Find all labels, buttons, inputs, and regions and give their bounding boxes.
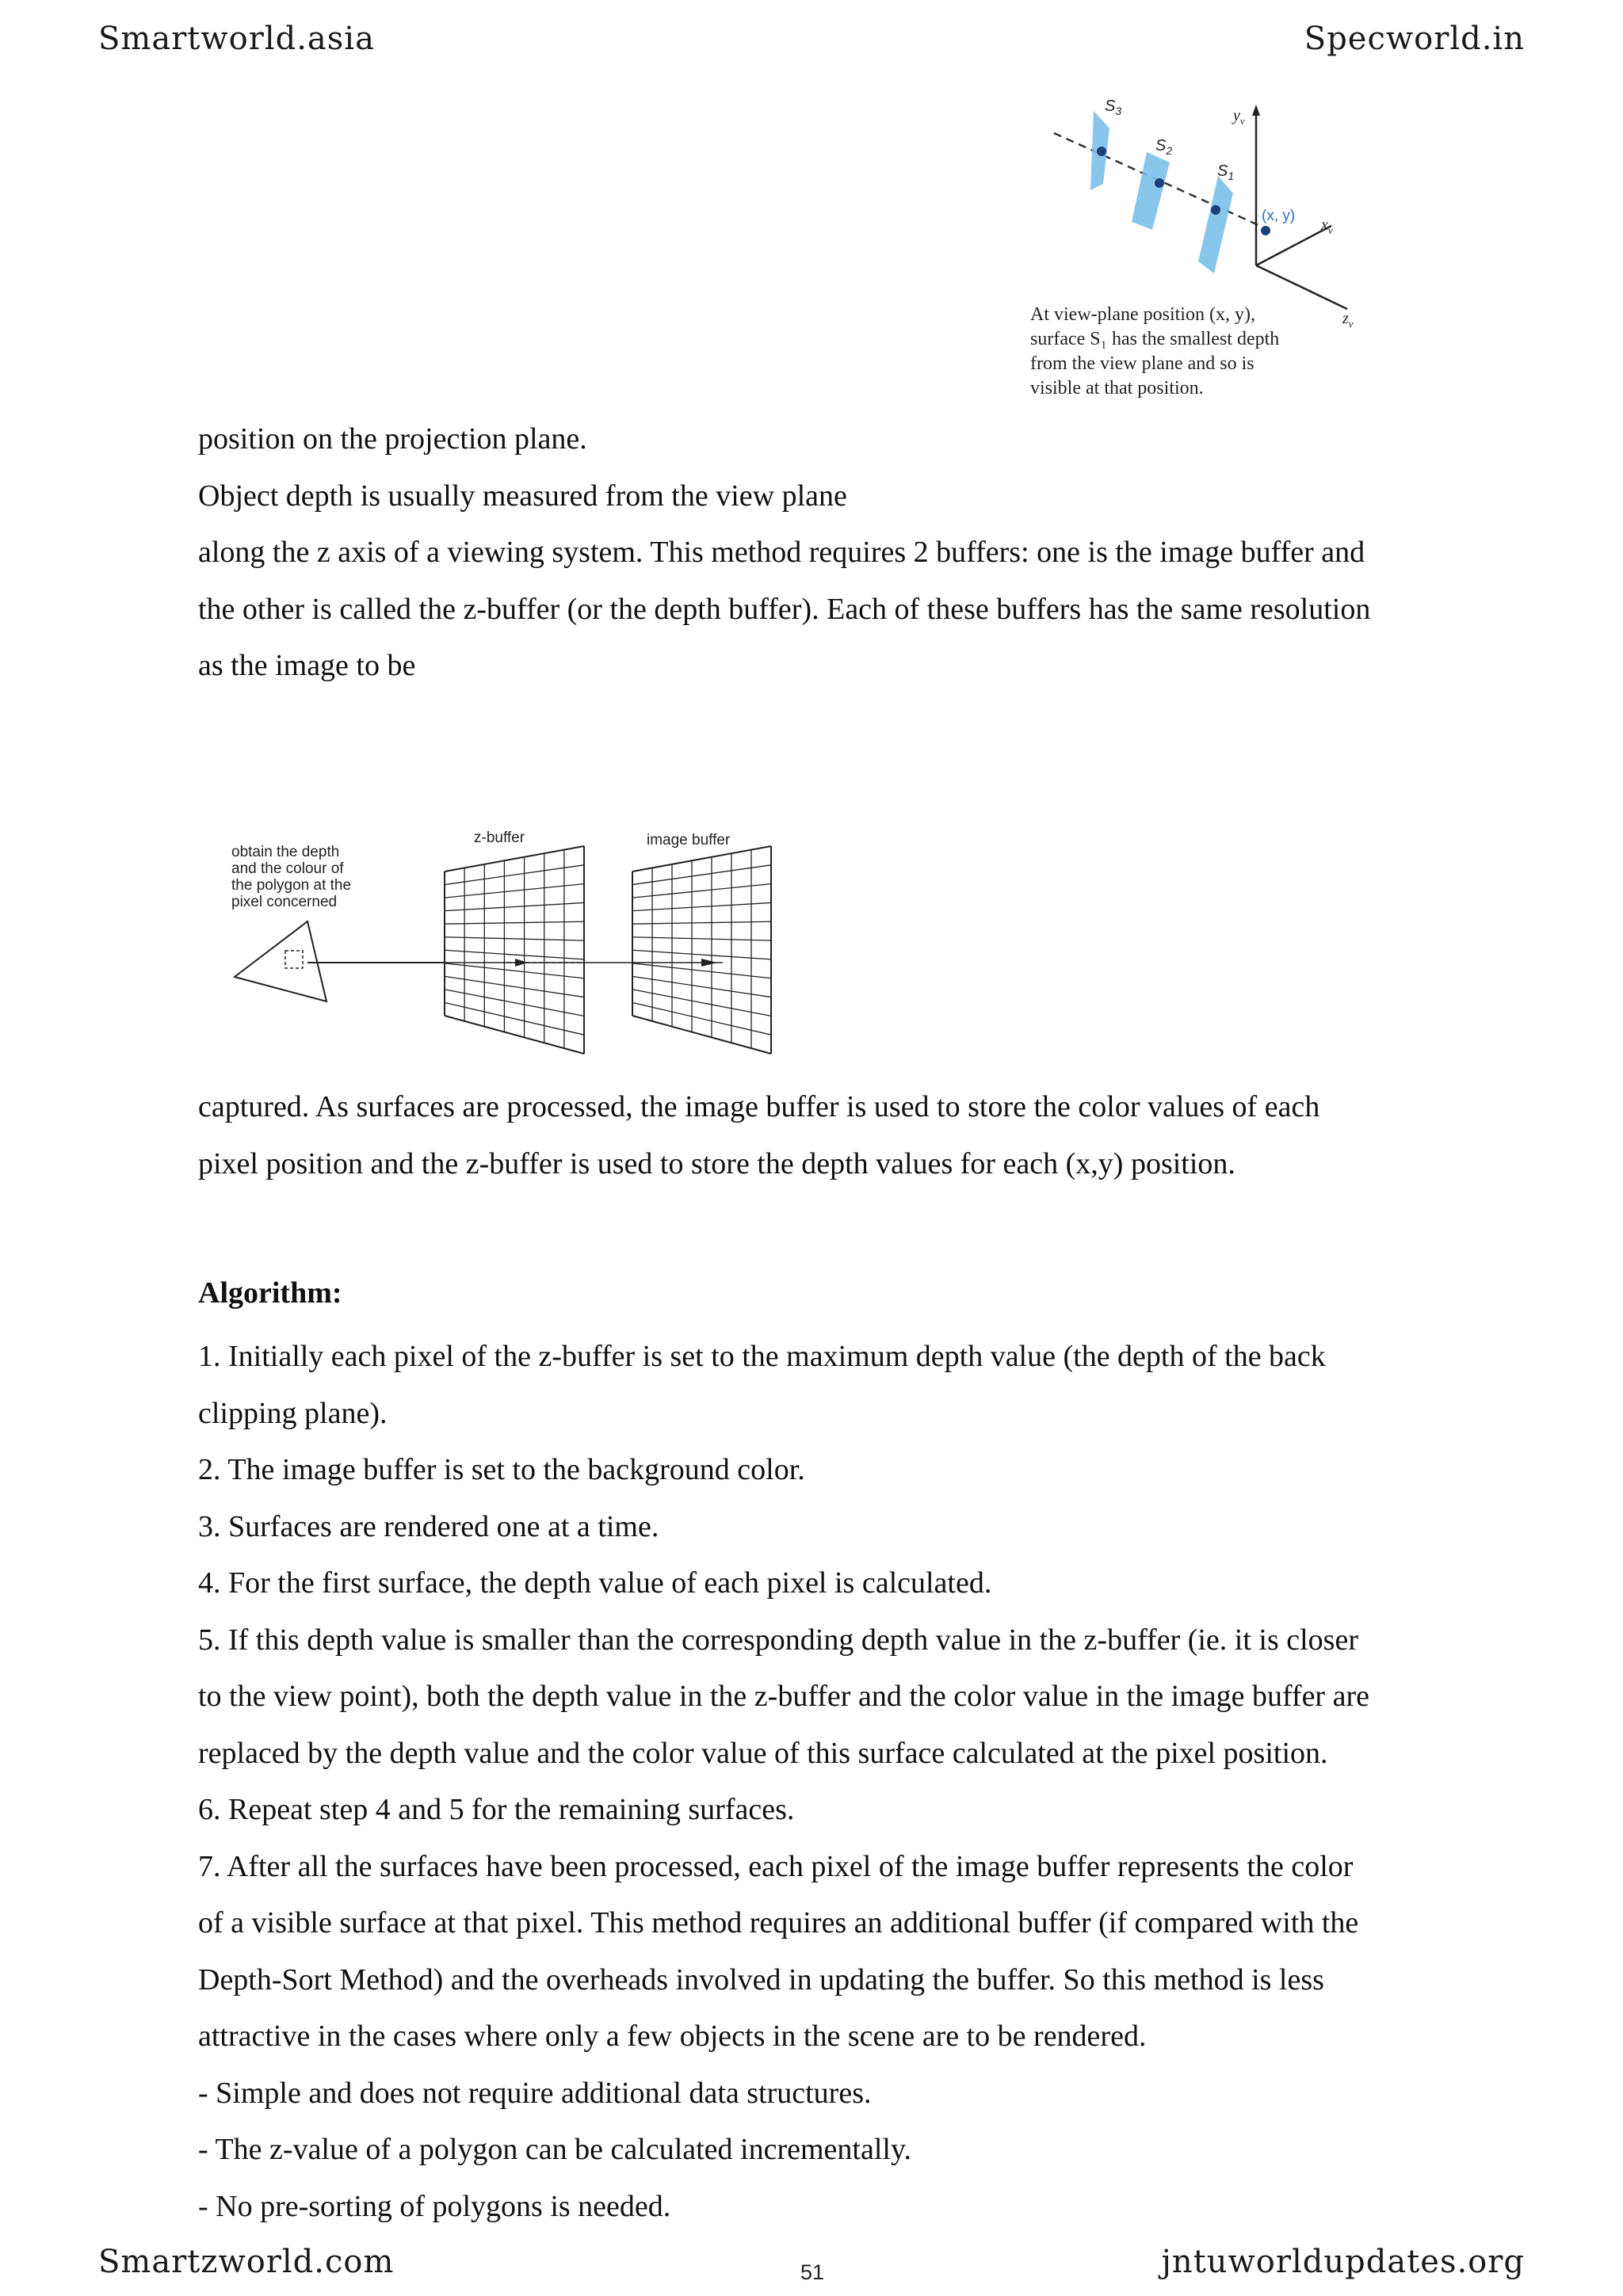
algorithm-line: replaced by the depth value and the color value of this surface calculated at the pixel position. <box>198 1736 1328 1770</box>
grid-line <box>632 884 771 898</box>
note-line: the polygon at the <box>231 877 352 894</box>
grid-line <box>632 1016 771 1054</box>
text-line: captured. As surfaces are processed, the image buffer is used to store the color values of each <box>198 1090 1320 1123</box>
point-s2 <box>1155 178 1164 188</box>
grid-line <box>445 884 584 898</box>
algorithm-line: - Simple and does not require additional data structures. <box>198 2076 872 2110</box>
grid-line <box>445 990 584 1016</box>
label-point-xy: (x, y) <box>1262 208 1296 224</box>
grid-line <box>445 921 584 924</box>
point-view-plane <box>1261 226 1270 235</box>
footer-left-site: Smartzworld.com <box>98 2244 395 2280</box>
note-line: and the colour of <box>231 860 344 877</box>
algorithm-line: 4. For the first surface, the depth value of each pixel is calculated. <box>198 1566 992 1600</box>
algorithm-list <box>198 1329 1514 2235</box>
header-left-site: Smartworld.asia <box>98 21 375 57</box>
figure1-caption <box>1030 303 1279 401</box>
algorithm-line: of a visible surface at that pixel. This method requires an additional buffer (if compared with the <box>198 1906 1359 1939</box>
grid-line <box>445 950 584 959</box>
text-line: Object depth is usually measured from the view plane <box>198 479 847 513</box>
algorithm-line: 1. Initially each pixel of the z-buffer is set to the maximum depth value (the depth of the back <box>198 1340 1326 1373</box>
grid-line <box>632 902 771 910</box>
caption-line: surface S₁ has the smallest depth <box>1030 329 1280 349</box>
algorithm-line: - The z-value of a polygon can be calculated incrementally. <box>198 2133 911 2166</box>
figure-zbuffer-diagram <box>222 816 792 1062</box>
label-s3: $S_3$ <box>1105 97 1122 117</box>
label-s1: $S_1$ <box>1217 162 1235 182</box>
arrow-zbuffer <box>515 959 528 967</box>
polygon-triangle <box>235 921 327 1001</box>
grid-line <box>632 921 771 924</box>
header-right-site: Specworld.in <box>1304 21 1525 57</box>
algorithm-heading: Algorithm: <box>198 1276 342 1310</box>
point-s1 <box>1211 205 1220 215</box>
arrow-imagebuffer <box>701 959 717 967</box>
imagebuffer-label: image buffer <box>647 832 731 849</box>
algorithm-line: 7. After all the surfaces have been processed, each pixel of the image buffer represents the color <box>198 1849 1354 1883</box>
label-yv: $y_v$ <box>1233 107 1245 127</box>
grid-line <box>632 990 771 1016</box>
text-block-2 <box>198 1079 1319 1192</box>
algorithm-line: 3. Surfaces are rendered one at a time. <box>198 1509 659 1543</box>
caption-line: visible at that position. <box>1030 378 1204 399</box>
caption-line: At view-plane position (x, y), <box>1030 304 1255 325</box>
surface-s1 <box>1198 176 1233 273</box>
grid-line <box>445 1002 584 1035</box>
algorithm-line: 5. If this depth value is smaller than the corresponding depth value in the z-buffer (ie. it is closer <box>198 1623 1358 1657</box>
algorithm-line: attractive in the cases where only a few objects in the scene are to be rendered. <box>198 2019 1147 2053</box>
caption-line: from the view plane and so is <box>1030 353 1254 374</box>
grid-line <box>632 976 771 997</box>
grid-line <box>445 963 584 978</box>
grid-line <box>445 976 584 997</box>
text-line: pixel position and the z-buffer is used to store the depth values for each (x,y) position. <box>198 1146 1235 1180</box>
text-line: as the image to be <box>198 649 416 682</box>
pixel-square <box>285 951 303 968</box>
grid-line <box>445 1016 584 1054</box>
algorithm-line: 2. The image buffer is set to the background color. <box>198 1453 805 1486</box>
note-line: obtain the depth <box>231 844 340 860</box>
grid-line <box>632 950 771 959</box>
grid-line <box>445 902 584 910</box>
imagebuffer-grid <box>632 846 771 1054</box>
text-line: along the z axis of a viewing system. This method requires 2 buffers: one is the image buffer and <box>198 536 1365 569</box>
text-line: position on the projection plane. <box>198 422 587 456</box>
zbuffer-label: z-buffer <box>474 830 525 846</box>
label-s2: $S_2$ <box>1155 137 1173 157</box>
grid-line <box>445 937 584 940</box>
page-number: 51 <box>800 2260 825 2284</box>
point-s3 <box>1097 147 1106 156</box>
algorithm-line: 6. Repeat step 4 and 5 for the remaining surfaces. <box>198 1793 795 1826</box>
grid-line <box>632 937 771 940</box>
algorithm-line: Depth-Sort Method) and the overheads involved in updating the buffer. So this method is less <box>198 1962 1324 1997</box>
footer-right-site: jntuworldupdates.org <box>1161 2244 1525 2280</box>
algorithm-line: to the view point), both the depth value in the z-buffer and the color value in the image buffer are <box>198 1680 1369 1713</box>
surface-s2 <box>1132 152 1170 230</box>
algorithm-line: - No pre-sorting of polygons is needed. <box>198 2189 671 2223</box>
label-zv: $z_v$ <box>1342 310 1354 330</box>
note-line: pixel concerned <box>231 894 338 910</box>
zbuffer-grid <box>445 846 584 1054</box>
text-line: the other is called the z-buffer (or the depth buffer). Each of these buffers has the same resolution <box>198 592 1371 626</box>
label-xv: $x_v$ <box>1321 216 1333 236</box>
grid-line <box>632 1002 771 1035</box>
algorithm-line: clipping plane). <box>198 1396 388 1430</box>
text-block-1 <box>198 411 1370 695</box>
